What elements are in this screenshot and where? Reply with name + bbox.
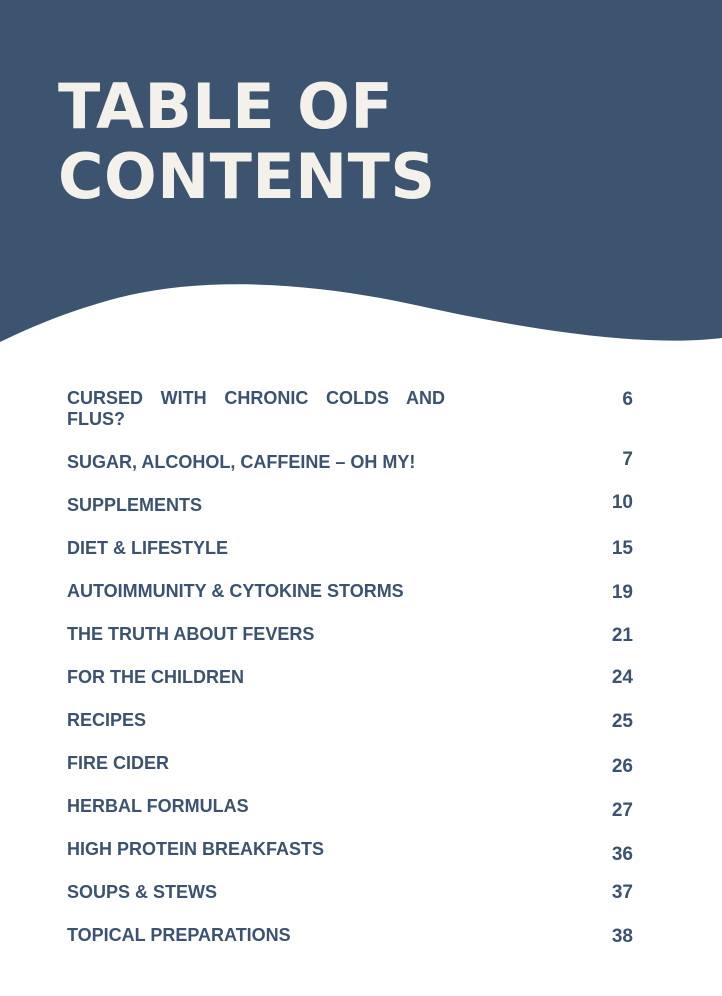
toc-item[interactable] (67, 796, 633, 821)
toc-item-label: DIET & LIFESTYLE (67, 538, 229, 558)
toc-item[interactable] (67, 839, 633, 865)
toc-item[interactable] (67, 492, 633, 516)
toc-item-page: 27 (611, 800, 633, 821)
toc-item-page: 10 (611, 492, 633, 513)
toc-item-label: HERBAL FORMULAS (67, 796, 249, 816)
toc-item-page: 36 (611, 844, 633, 865)
toc-item-page: 7 (622, 449, 633, 470)
toc-item-page: 21 (611, 625, 633, 646)
toc-item[interactable] (67, 667, 633, 688)
toc-item-label: TOPICAL PREPARATIONS (67, 925, 291, 945)
toc-item-label: FIRE CIDER (67, 753, 170, 773)
header-banner (0, 0, 722, 360)
toc-item-label: SUPPLEMENTS (67, 495, 203, 515)
toc-item-label: CURSED WITH CHRONIC COLDS AND FLUS? (67, 388, 445, 429)
toc-item[interactable] (67, 882, 633, 903)
toc-item-page: 25 (611, 711, 633, 732)
toc-item-page: 15 (611, 538, 633, 559)
toc-item-label: SOUPS & STEWS (67, 882, 218, 902)
toc-item[interactable] (67, 449, 633, 473)
toc-item[interactable] (67, 710, 633, 731)
toc-item-page: 24 (611, 667, 633, 688)
toc-item-page: 37 (611, 882, 633, 903)
toc-item-page: 38 (611, 926, 633, 947)
title-line-1: TABLE OF (58, 70, 394, 143)
toc-item-label: THE TRUTH ABOUT FEVERS (67, 624, 315, 644)
toc-item[interactable] (67, 388, 633, 430)
toc-item-page: 26 (611, 756, 633, 777)
toc-item-page: 19 (611, 582, 633, 603)
toc-item-label: FOR THE CHILDREN (67, 667, 244, 687)
toc-item[interactable] (67, 581, 633, 602)
toc-item[interactable] (67, 753, 633, 777)
toc-item-label: AUTOIMMUNITY & CYTOKINE STORMS (67, 581, 404, 601)
toc-item-label: HIGH PROTEIN BREAKFASTS (67, 839, 325, 859)
toc-item[interactable] (67, 624, 633, 645)
toc-item[interactable] (67, 538, 633, 559)
toc-item-label: SUGAR, ALCOHOL, CAFFEINE – OH MY! (67, 452, 416, 472)
toc-item[interactable] (67, 925, 633, 946)
toc-item-page: 6 (622, 389, 633, 410)
toc-item-label: RECIPES (67, 710, 147, 730)
page-title (58, 72, 436, 212)
title-line-2: CONTENTS (58, 140, 436, 213)
